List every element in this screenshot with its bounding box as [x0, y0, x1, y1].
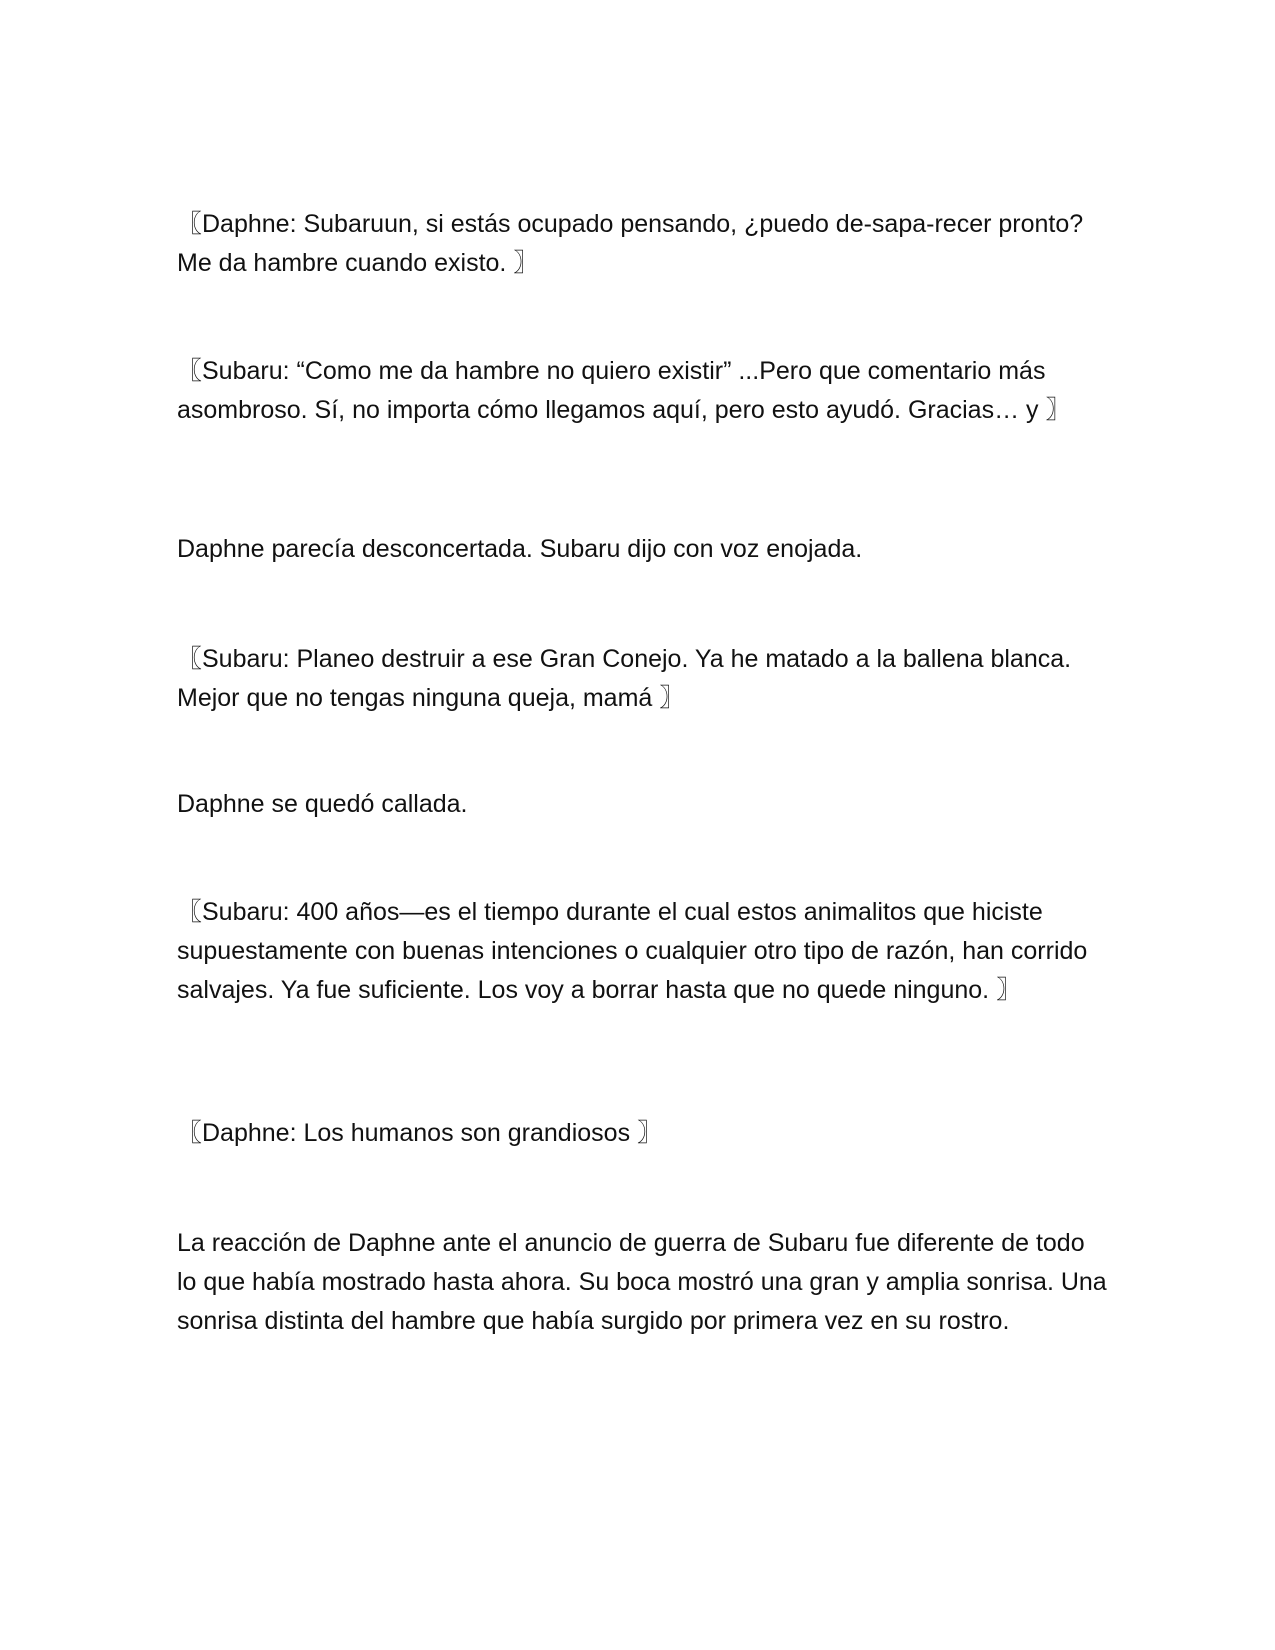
narration-daphne-silent: Daphne se quedó callada. [177, 790, 468, 818]
narration-daphne-smile: La reacción de Daphne ante el anuncio de guerra de Subaru fue diferente de todo lo que había mostrado hasta ahora. Su boca mostró una gran y amplia sonrisa. Una sonrisa distinta del hambre que había surgido por primera vez en su rostro. [177, 1229, 1107, 1335]
narration-daphne-puzzled: Daphne parecía desconcertada. Subaru dijo con voz enojada. [177, 535, 863, 563]
dialogue-subaru-400-years: 〖Subaru: 400 años—es el tiempo durante el cual estos animalitos que hiciste supuestamente con buenas intenciones o cualquier otro tipo de razón, han corrido salvajes. Ya fue suficiente. Los voy a borrar hasta que no quede ninguno. 〗 [177, 898, 1088, 1004]
dialogue-daphne-hunger: 〖Daphne: Subaruun, si estás ocupado pensando, ¿puedo de-sapa-recer pronto? Me da hambre cuando existo. 〗 [177, 210, 1084, 277]
dialogue-subaru-great-rabbit: 〖Subaru: Planeo destruir a ese Gran Conejo. Ya he matado a la ballena blanca. Mejor que no tengas ninguna queja, mamá 〗 [177, 645, 1072, 712]
dialogue-subaru-thanks: 〖Subaru: “Como me da hambre no quiero existir” ...Pero que comentario más asombroso. Sí, no importa cómo llegamos aquí, pero esto ayudó. Gracias… y 〗 [177, 357, 1071, 424]
dialogue-daphne-humans: 〖Daphne: Los humanos son grandiosos 〗 [177, 1119, 663, 1147]
